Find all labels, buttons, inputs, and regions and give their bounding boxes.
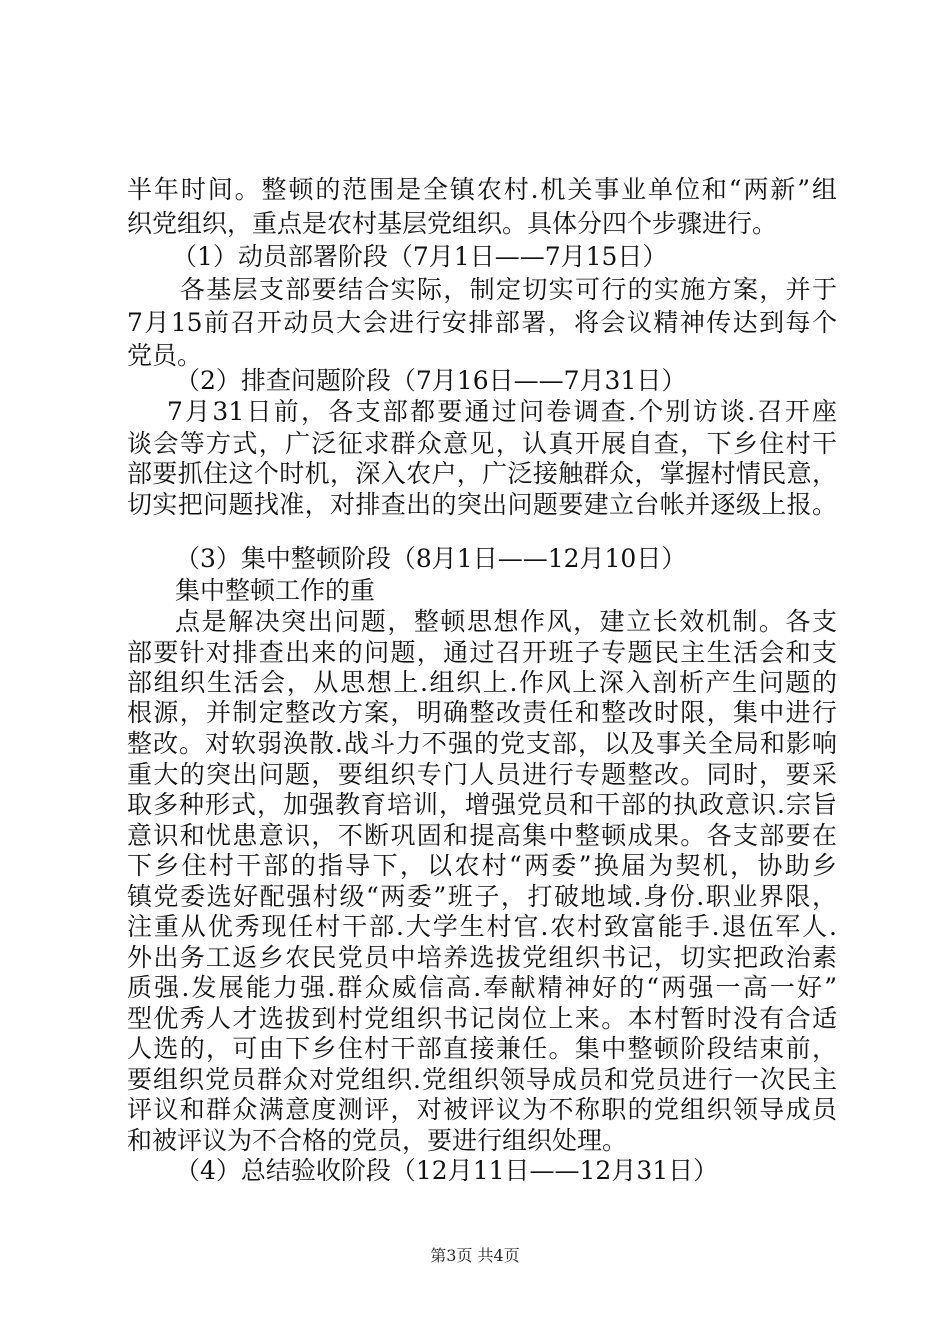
body-text-line: 谈会等方式，广泛征求群众意见，认真开展自查，下乡住村干 [127, 429, 837, 458]
body-text-line: 部要抓住这个时机，深入农户，广泛接触群众，掌握村情民意， [127, 459, 837, 488]
body-text-line: 要组织党员群众对党组织.党组织领导成员和党员进行一次民主 [127, 1065, 837, 1094]
section-heading: （2）排查问题阶段（7月16日——7月31日） [175, 366, 687, 395]
section-heading: （4）总结验收阶段（12月11日——12月31日） [175, 1156, 719, 1185]
body-text-line: 党员。 [127, 341, 203, 370]
body-text-line: 人选的，可由下乡住村干部直接兼任。集中整顿阶段结束前， [127, 1034, 837, 1063]
body-text-line: 质强.发展能力强.群众威信高.奉献精神好的“两强一高一好” [127, 973, 837, 1002]
page-number-footer: 第3页 共4页 [430, 1246, 520, 1265]
body-text-line: 点是解决突出问题，整顿思想作风，建立长效机制。各支 [175, 607, 837, 636]
body-text-line: 7月15前召开动员大会进行安排部署，将会议精神传达到每个 [127, 308, 837, 337]
body-text-line: 部组织生活会，从思想上.组织上.作风上深入剖析产生问题的 [127, 668, 837, 697]
body-text-line: 重大的突出问题，要组织专门人员进行专题整改。同时，要采 [127, 760, 837, 789]
body-text-line: 半年时间。整顿的范围是全镇农村.机关事业单位和“两新”组 [127, 175, 837, 204]
body-text-line: 意识和忧患意识，不断巩固和提高集中整顿成果。各支部要在 [127, 821, 837, 850]
body-text-line: 切实把问题找准，对排查出的突出问题要建立台帐并逐级上报。 [127, 490, 837, 519]
body-text-line: 和被评议为不合格的党员，要进行组织处理。 [127, 1126, 628, 1155]
body-text-line: 下乡住村干部的指导下，以农村“两委”换届为契机，协助乡 [127, 851, 837, 880]
body-text-line: 7月31日前，各支部都要通过问卷调查.个别访谈.召开座 [167, 397, 837, 426]
body-text-line: 注重从优秀现任村干部.大学生村官.农村致富能手.退伍军人. [127, 912, 837, 941]
section-heading: （3）集中整顿阶段（8月1日——12月10日） [175, 544, 687, 573]
body-text-line: 整改。对软弱涣散.战斗力不强的党支部，以及事关全局和影响 [127, 729, 837, 758]
section-heading: （1）动员部署阶段（7月1日——7月15日） [172, 242, 668, 271]
body-text-line: 部要针对排查出来的问题，通过召开班子专题民主生活会和支 [127, 638, 837, 667]
body-text-line: 织党组织，重点是农村基层党组织。具体分四个步骤进行。 [127, 209, 778, 238]
body-text-line: 外出务工返乡农民党员中培养选拔党组织书记，切实把政治素 [127, 943, 837, 972]
body-text-line: 各基层支部要结合实际，制定切实可行的实施方案，并于 [180, 275, 837, 304]
body-text-line: 根源，并制定整改方案，明确整改责任和整改时限，集中进行 [127, 698, 837, 727]
body-text-line: 镇党委选好配强村级“两委”班子，打破地域.身份.职业界限， [127, 882, 837, 911]
body-text-line: 评议和群众满意度测评，对被评议为不称职的党组织领导成员 [127, 1095, 837, 1124]
body-text-line: 型优秀人才选拔到村党组织书记岗位上来。本村暂时没有合适 [127, 1004, 837, 1033]
body-text-line: 取多种形式，加强教育培训，增强党员和干部的执政意识.宗旨 [127, 790, 837, 819]
body-text-line: 集中整顿工作的重 [175, 576, 376, 605]
